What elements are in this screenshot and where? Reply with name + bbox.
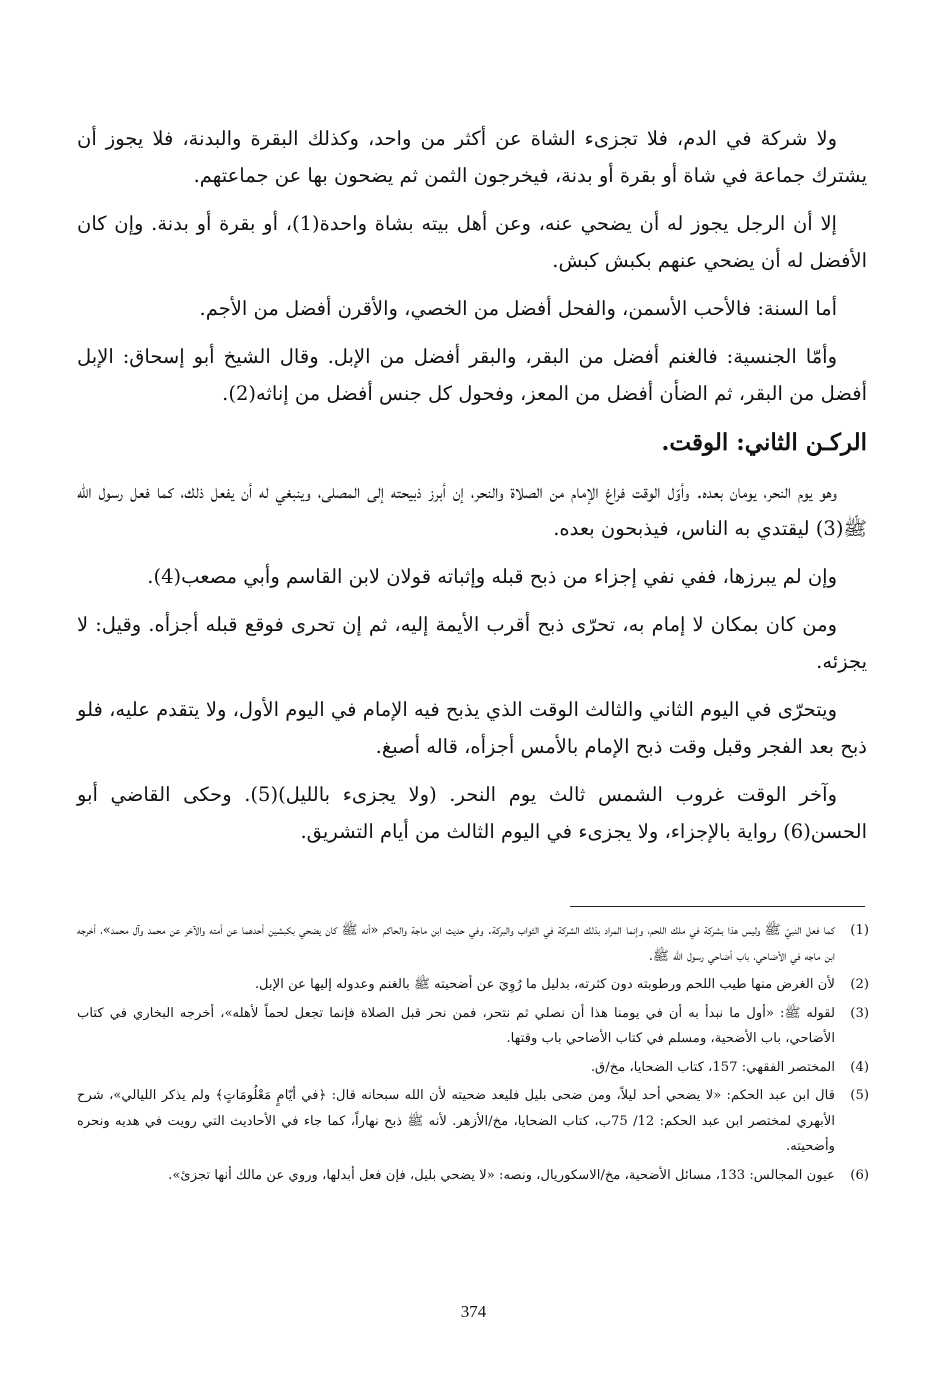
section-heading: الركـن الثاني: الوقت.: [661, 429, 867, 456]
footnote-6: [77, 1163, 869, 1189]
footnote-5: [77, 1083, 869, 1160]
paragraph-9: وآخر الوقت غروب الشمس ثالث يوم النحر. (ولا يجزىء بالليل)(5). وحكى القاضي أبو الحسن(6) رواية بالإجزاء، ولا يجزىء في اليوم الثالث من أيام التشريق.: [77, 783, 867, 843]
footnote-number: (5): [850, 1088, 869, 1103]
paragraph-3: أما السنة: فالأحب الأسمن، والفحل أفضل من الخصي، والأقرن أفضل من الأجم.: [199, 297, 837, 320]
paragraph-4: وأمّا الجنسية: فالغنم أفضل من البقر، والبقر أفضل من الإبل. وقال الشيخ أبو إسحاق: الإبل أفضل من البقر، ثم الضأن أفضل من المعز، وفحول كل جنس أفضل من إناثه(2).: [77, 345, 867, 405]
footnote-text: عيون المجالس: 133، مسائل الأضحية، مخ/الاسكوريال، ونصه: «لا يضحي بليل، فإن فعل أبدلها، وروي عن مالك أنها تجزئ».: [168, 1167, 835, 1183]
footnotes: [77, 918, 869, 1191]
footnote-text: كما فعل النبيّ ﷺ وليس هذا بشركة في ملك اللحم، وإنما المراد بذلك الشركة في الثواب والبركة. وفي حديث ابن ماجة والحاكم «أنه ﷺ كان يضحي بكبشين أحدهما عن أمته والآخر عن محمد وآل محمد»، أخرجه ابن ماجه في الأضاحي، باب أضاحي رسول الله ﷺ.: [77, 923, 835, 964]
main-text: [77, 120, 867, 861]
footnote-3: [77, 1001, 869, 1052]
footnote-1: [77, 918, 869, 969]
footnote-number: (2): [850, 977, 869, 992]
footnote-divider: [570, 906, 865, 907]
paragraph-5: وهو يوم النحر، يومان بعده. وأوّل الوقت فراغ الإمام من الصلاة والنحر، إن أبرز ذبيحته إلى المصلى، وينبغي له أن يفعل ذلك، كما فعل رسول الله ﷺ(3) ليقتدي به الناس، فيذبحون بعده.: [77, 480, 867, 540]
paragraph-8: ويتحرّى في اليوم الثاني والثالث الوقت الذي يذبح فيه الإمام في اليوم الأول، ولا يتقدم عليه، فلو ذبح بعد الفجر وقبل وقت ذبح الإمام بالأمس أجزأه، قاله أصبغ.: [77, 698, 867, 758]
footnote-text: قال ابن عبد الحكم: «لا يضحي أحد ليلاً، ومن ضحى بليل فليعد ضحيته لأن الله سبحانه قال: ﴿في أيّامٍ مَعْلُومَاتٍ﴾ ولم يذكر الليالي»، شرح الأبهري لمختصر ابن عبد الحكم: 12/ 75ب، كتاب الضحايا، مخ/الأزهر. لأنه ﷺ ذبح نهاراً، كما جاء في الأحاديث التي رويت في هديه ونحره وأضحيته.: [77, 1088, 836, 1154]
footnote-4: [77, 1055, 869, 1081]
paragraph-2: إلا أن الرجل يجوز له أن يضحي عنه، وعن أهل بيته بشاة واحدة(1)، أو بقرة أو بدنة. وإن كان الأفضل له أن يضحي عنهم بكبش كبش.: [77, 212, 867, 272]
footnote-number: (6): [850, 1167, 869, 1183]
paragraph-6: وإن لم يبرزها، ففي نفي إجزاء من ذبح قبله وإثباته قولان لابن القاسم وأبي مصعب(4).: [147, 565, 837, 588]
paragraph-7: ومن كان بمكان لا إمام به، تحرّى ذبح أقرب الأيمة إليه، ثم إن تحرى فوقع قبله أجزأه. وقيل: لا يجزئه.: [77, 613, 867, 673]
footnote-2: [77, 972, 869, 998]
footnote-text: لقوله ﷺ: «أول ما نبدأ به أن في يومنا هذا أن نصلي ثم نتحر، فمن نحر قبل الصلاة فإنما تجعل لحماً لأهله»، أخرجه البخاري في كتاب الأضاحي، باب الأضحية، ومسلم في كتاب الأضاحي باب وقتها.: [77, 1005, 835, 1046]
footnote-text: لأن الغرض منها طيب اللحم ورطوبته دون كثرته، بدليل ما رُوِيَ عن أضحيته ﷺ بالغنم وعدوله إليها عن الإبل.: [254, 977, 835, 992]
footnote-number: (1): [850, 923, 869, 938]
footnote-text: المختصر الفقهي: 157، كتاب الضحايا، مخ/ق.: [590, 1059, 835, 1075]
paragraph-1: ولا شركة في الدم، فلا تجزىء الشاة عن أكثر من واحد، وكذلك البقرة والبدنة، فلا يجوز أن يشترك جماعة في شاة أو بقرة أو بدنة، فيخرجون الثمن ثم يضحون بها عن جماعتهم.: [77, 127, 867, 187]
footnote-number: (4): [850, 1059, 869, 1075]
page-number: 374: [460, 1302, 487, 1321]
footnote-number: (3): [850, 1005, 869, 1021]
